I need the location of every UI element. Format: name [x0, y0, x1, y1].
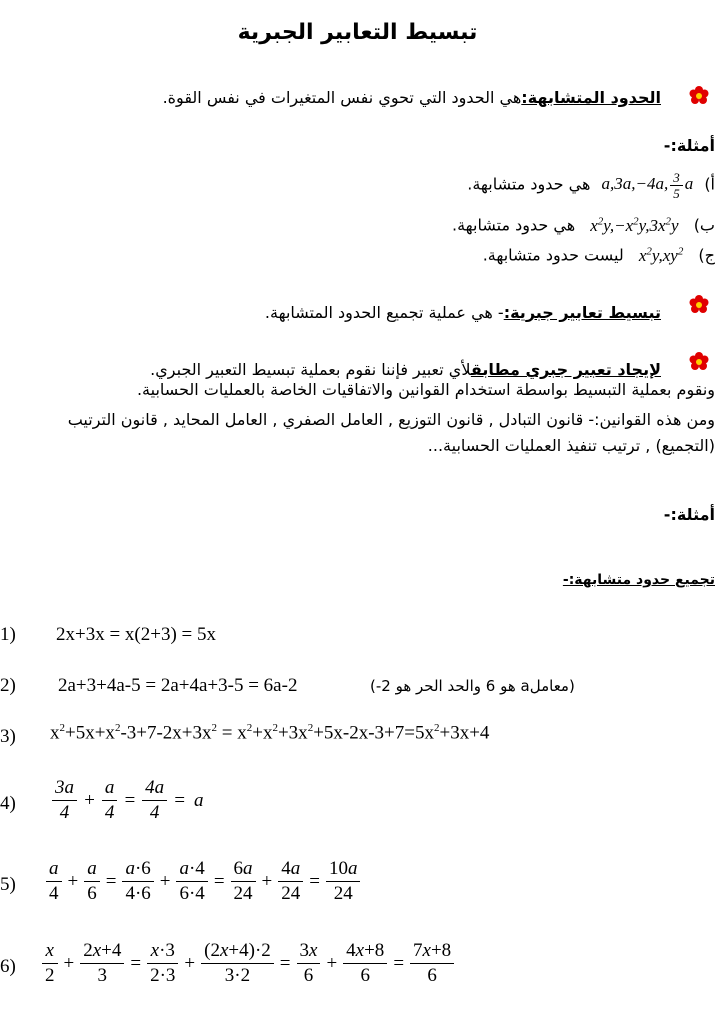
- item-number: 4): [0, 793, 16, 814]
- example-math: $x^2y,xy^2$: [638, 245, 684, 265]
- paragraph-line: (التجميع) , ترتيب تنفيذ العمليات الحسابية...: [427, 436, 715, 455]
- fraction: $\frac{10a}{24}$: [326, 857, 361, 906]
- example-c: [483, 241, 715, 266]
- examples-label: أمثلة:-: [663, 505, 715, 524]
- definition-term: لإيجاد تعبير جبري مطابق: [470, 360, 661, 379]
- fraction: [670, 170, 683, 201]
- paragraph-line: ونقوم بعملية التبسيط بواسطة استخدام القوانين والاتفاقيات الخاصة بالعمليات الحسابية.: [136, 380, 715, 399]
- example-b: [452, 211, 715, 236]
- item-expression: $\frac{a}{4}$ + $\frac{a}{6}$ = $\frac{a\cdot 6}{4\cdot 6}$ + $\frac{a\cdot 4}{6\cdot 4}$ = $\frac{6a}{24}$ + $\frac{4a}{24}$ = $\frac{10a}{24}$: [44, 857, 362, 906]
- item-expression: 2x+3x = x(2+3) = 5x: [56, 624, 217, 645]
- subheading: تجميع حدود متشابهة:-: [562, 572, 715, 588]
- flower-bullet-icon: [689, 295, 709, 315]
- fraction: $\frac{4a}{24}$: [278, 857, 303, 906]
- fraction: $\frac{7x+8}{6}$: [410, 939, 454, 988]
- denominator: 5: [673, 186, 680, 201]
- item-note: (معاملa هو 6 والحد الحر هو 2-): [370, 677, 575, 695]
- item-number: 3): [0, 726, 16, 747]
- item-number: 1): [0, 624, 16, 645]
- fraction: $\frac{3a}{4}$: [52, 776, 77, 825]
- fraction: $\frac{a\cdot 4}{6\cdot 4}$: [176, 857, 207, 906]
- definition-text: لأي تعبير فإننا نقوم بعملية تبسيط التعبير الجبري.: [150, 360, 471, 379]
- fraction: $\frac{6a}{24}$: [231, 857, 256, 906]
- item-number: 6): [0, 956, 16, 977]
- example-a: [467, 170, 715, 201]
- examples-label: أمثلة:-: [663, 136, 715, 155]
- fraction: $\frac{a\cdot 6}{4\cdot 6}$: [122, 857, 153, 906]
- definition-text: - هي عملية تجميع الحدود المتشابهة.: [264, 303, 504, 322]
- example-math: [601, 170, 694, 201]
- fraction: $\frac{4x+8}{6}$: [343, 939, 387, 988]
- math-terms: a,3a,−4a,: [601, 174, 669, 194]
- item-expression: $x^2+5x+x^2-3+7-2x+3x^2 = x^2+x^2+3x^2+5x-2x-3+7=5x^2+3x+4$: [50, 722, 490, 744]
- page-title: تبسيط التعابير الجبرية: [237, 20, 478, 45]
- definition-identical-expression: [150, 360, 661, 380]
- definition-term: تبسيط تعابير جبرية:: [503, 303, 661, 322]
- example-marker: أ): [704, 174, 715, 194]
- example-text: هي حدود متشابهة.: [467, 174, 591, 194]
- fraction: $\frac{2x+4}{3}$: [80, 939, 124, 988]
- fraction: $\frac{a}{4}$: [46, 857, 62, 906]
- fraction: $\frac{4a}{4}$: [142, 776, 167, 825]
- math-var: a: [684, 174, 694, 194]
- example-text: ليست حدود متشابهة.: [482, 245, 624, 265]
- numerator: 3: [670, 170, 683, 186]
- fraction: $\frac{a}{4}$: [102, 776, 118, 825]
- example-text: هي حدود متشابهة.: [452, 215, 576, 235]
- item-expression: $\frac{x}{2}$ + $\frac{2x+4}{3}$ = $\frac{x\cdot 3}{2\cdot 3}$ + $\frac{(2x+4)\cdot 2}{3\cdot 2}$ = $\frac{3x}{6}$ + $\frac{4x+8}{6}$ = $\frac{7x+8}{6}$: [40, 939, 456, 988]
- item-number: 5): [0, 874, 16, 895]
- example-math: $x^2y,-x^2y,3x^2y$: [590, 215, 679, 235]
- fraction: $\frac{x\cdot 3}{2\cdot 3}$: [147, 939, 178, 988]
- definition-term: الحدود المتشابهة:: [521, 88, 661, 107]
- example-marker: ج): [698, 245, 715, 265]
- example-marker: ب): [693, 215, 715, 235]
- flower-bullet-icon: [689, 352, 709, 372]
- paragraph-line: ومن هذه القوانين:- قانون التبادل , قانون التوزيع , العامل الصفري , العامل المحايد , قانون الترتيب: [67, 410, 715, 429]
- item-expression: 2a+3+4a-5 = 2a+4a+3-5 = 6a-2: [58, 675, 298, 696]
- definition-text: هي الحدود التي تحوي نفس المتغيرات في نفس القوة.: [162, 88, 522, 107]
- item-number: 2): [0, 675, 16, 696]
- item-expression: $\frac{3a}{4}$ + $\frac{a}{4}$ = $\frac{4a}{4}$ = a: [50, 776, 207, 825]
- definition-simplify: [265, 303, 661, 323]
- definition-similar-terms: [163, 88, 661, 108]
- flower-bullet-icon: [689, 86, 709, 106]
- fraction: $\frac{3x}{6}$: [297, 939, 321, 988]
- fraction: $\frac{x}{2}$: [42, 939, 58, 988]
- fraction: $\frac{(2x+4)\cdot 2}{3\cdot 2}$: [201, 939, 274, 988]
- fraction: $\frac{a}{6}$: [84, 857, 100, 906]
